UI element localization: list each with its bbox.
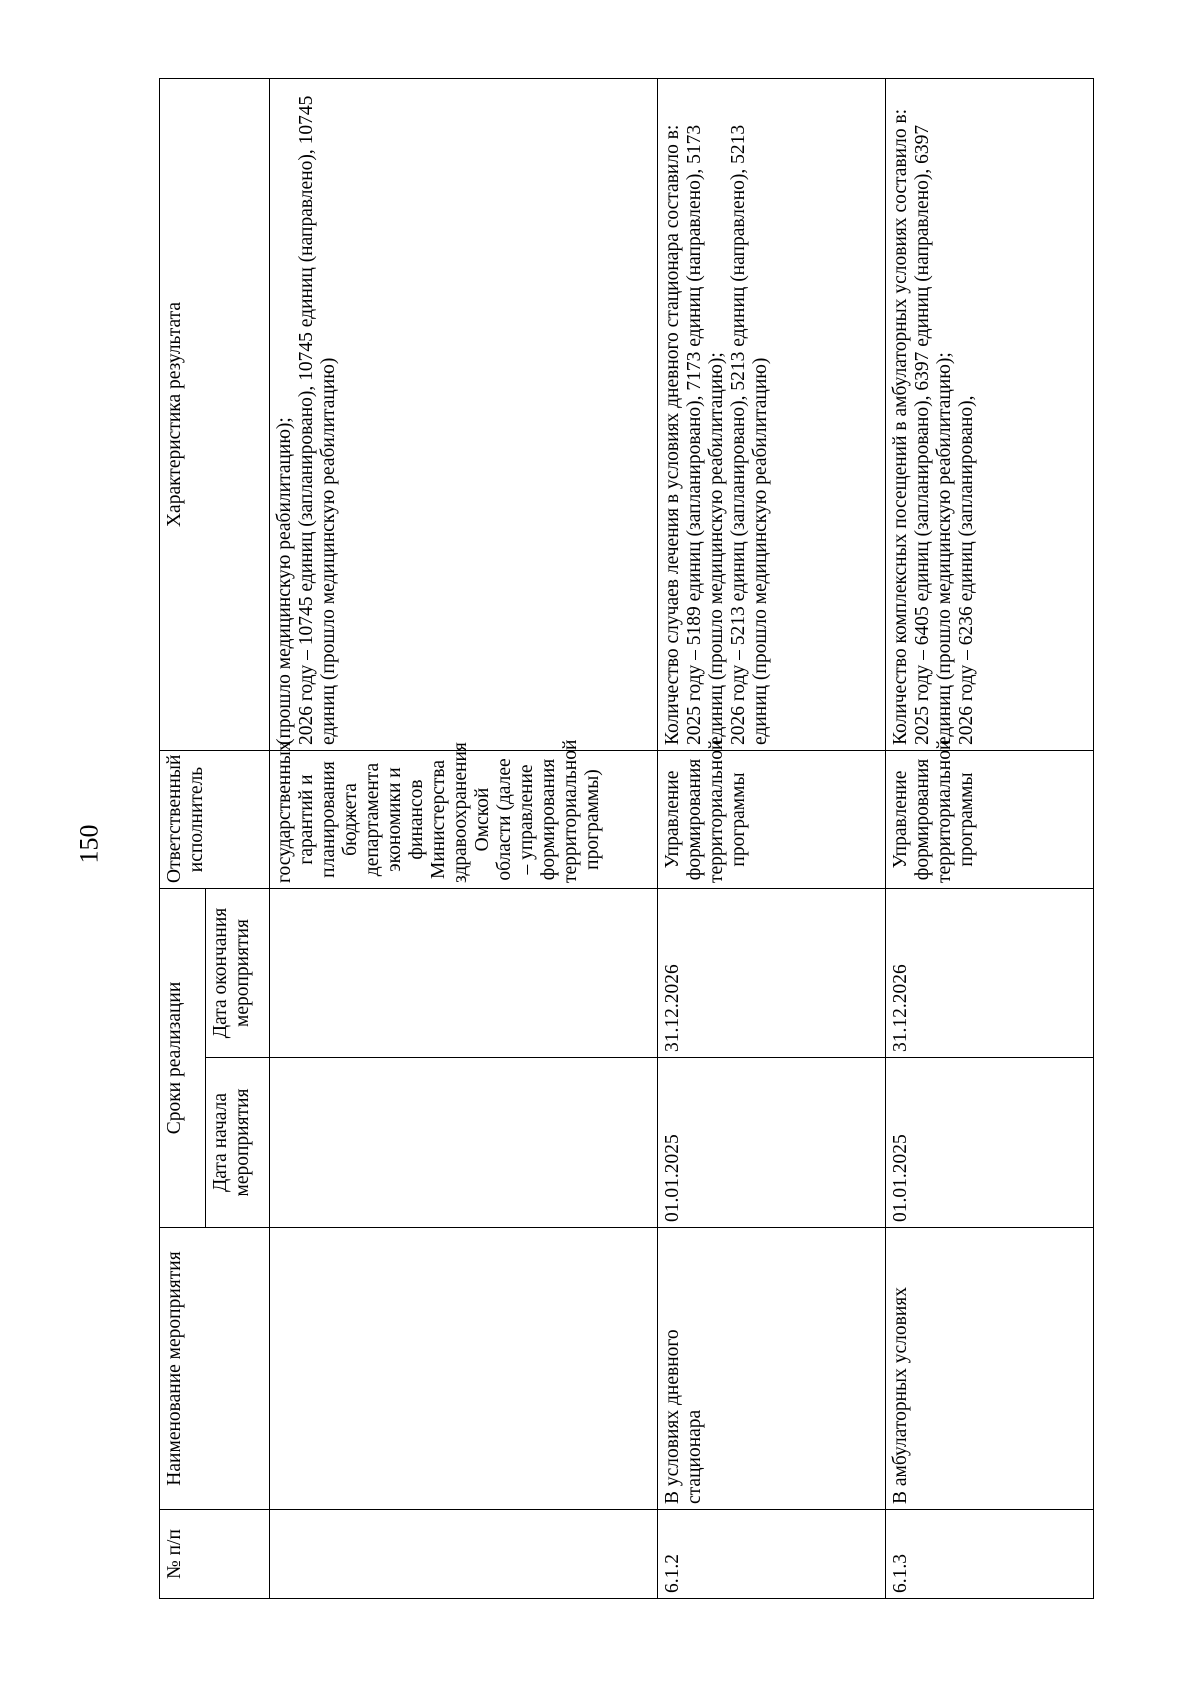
cell-result: Количество комплексных посещений в амбулаторных условиях составило в: 2025 году – 6405 единиц (запланировано), 6397 единиц (направлено), 6397 единиц (прошло медицинскую реабилитацию); 2026 году – 6236 единиц (запланировано),	[886, 79, 1094, 751]
cell-result: Количество случаев лечения в условиях дневного стационара составило в: 2025 году – 5189 единиц (запланировано), 7173 единиц (направлено), 5173 единиц (прошло медицинскую реабилитацию); 2026 году – 5213 единиц (запланировано), 5213 единиц (направлено), 5213 единиц (прошло медицинскую реабилитацию)	[658, 79, 886, 751]
cell-end: 31.12.2026	[658, 889, 886, 1058]
cell-num: 6.1.2	[658, 1510, 886, 1599]
cell-responsible: Управление формирования территориальной программы	[886, 751, 1094, 889]
cell-start: 01.01.2025	[658, 1058, 886, 1228]
cell-responsible: государственных гарантий и планирования бюджета департамента экономики и финансов Министерства здравоохранения Омской области (далее – управление формирования территориальной программы)	[270, 751, 658, 889]
cell-name: В условиях дневного стационара	[658, 1228, 886, 1510]
header-row	[160, 79, 206, 1599]
activities-table	[159, 78, 1094, 1599]
header-num: № п/п	[160, 1510, 270, 1599]
cell-start: 01.01.2025	[886, 1058, 1094, 1228]
header-responsible: Ответственный исполнитель	[160, 751, 270, 889]
table-row	[658, 79, 886, 1599]
table-row	[886, 79, 1094, 1599]
header-period: Сроки реализации	[160, 889, 206, 1228]
page-number: 150	[74, 824, 103, 864]
header-start: Дата начала мероприятия	[206, 1058, 270, 1228]
cell-end	[270, 889, 658, 1058]
cell-num	[270, 1510, 658, 1599]
cell-name: В амбулаторных условиях	[886, 1228, 1094, 1510]
table-row	[270, 79, 658, 1599]
cell-start	[270, 1058, 658, 1228]
rotated-table-area	[159, 79, 1093, 1599]
cell-end: 31.12.2026	[886, 889, 1094, 1058]
header-name: Наименование мероприятия	[160, 1228, 270, 1510]
cell-num: 6.1.3	[886, 1510, 1094, 1599]
cell-result: (прошло медицинскую реабилитацию); 2026 году – 10745 единиц (запланировано), 10745 единиц (направлено), 10745 единиц (прошло медицинскую реабилитацию)	[270, 79, 658, 751]
cell-responsible: Управление формирования территориальной программы	[658, 751, 886, 889]
header-end: Дата окончания мероприятия	[206, 889, 270, 1058]
header-result: Характеристика результата	[160, 79, 270, 751]
cell-name	[270, 1228, 658, 1510]
